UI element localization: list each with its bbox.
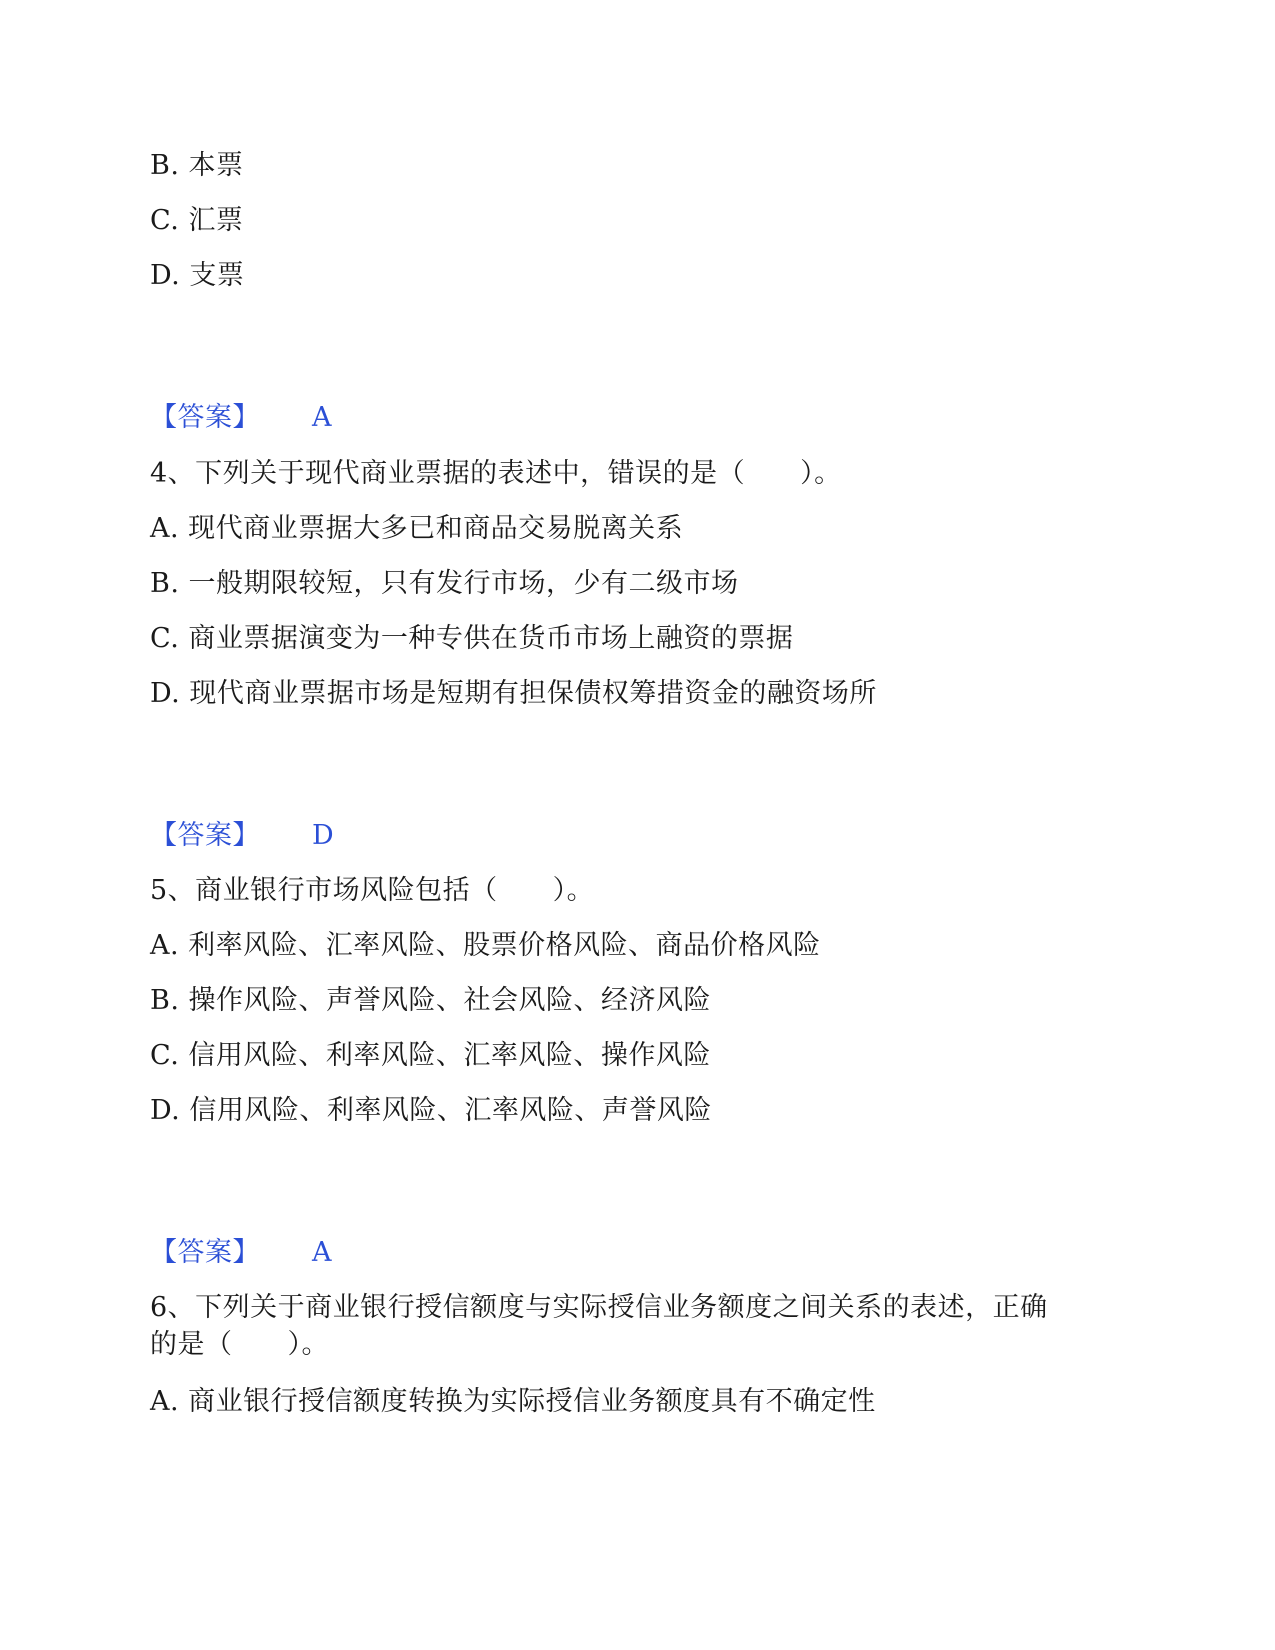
q6-stem-line1: 6、下列关于商业银行授信额度与实际授信业务额度之间关系的表述，正确 xyxy=(150,1292,1048,1323)
q5-option-c: C. 信用风险、利率风险、汇率风险、操作风险 xyxy=(150,1040,711,1071)
q4-option-a: A. 现代商业票据大多已和商品交易脱离关系 xyxy=(150,513,684,544)
q5-option-b: B. 操作风险、声誉风险、社会风险、经济风险 xyxy=(150,985,712,1016)
prev-option-d: D. 支票 xyxy=(150,260,245,291)
q5-option-a: A. 利率风险、汇率风险、股票价格风险、商品价格风险 xyxy=(150,930,821,961)
q4-stem: 4、下列关于现代商业票据的表述中，错误的是（ ）。 xyxy=(150,458,842,489)
answer-value: A xyxy=(312,402,332,433)
q5-stem: 5、商业银行市场风险包括（ ）。 xyxy=(150,875,595,906)
answer-value: A xyxy=(312,1237,332,1268)
q3-answer-row xyxy=(150,400,332,436)
answer-label: 【答案】 xyxy=(150,820,260,851)
answer-value: D xyxy=(312,820,335,851)
q5-option-d: D. 信用风险、利率风险、汇率风险、声誉风险 xyxy=(150,1095,712,1126)
q5-answer-row xyxy=(150,1235,332,1271)
q6-stem-line2: 的是（ ）。 xyxy=(150,1329,329,1360)
q4-option-c: C. 商业票据演变为一种专供在货币市场上融资的票据 xyxy=(150,623,794,654)
q4-option-b: B. 一般期限较短，只有发行市场，少有二级市场 xyxy=(150,568,739,599)
answer-label: 【答案】 xyxy=(150,1237,260,1268)
q4-option-d: D. 现代商业票据市场是短期有担保债权筹措资金的融资场所 xyxy=(150,678,877,709)
prev-option-c: C. 汇票 xyxy=(150,205,244,236)
q6-option-a: A. 商业银行授信额度转换为实际授信业务额度具有不确定性 xyxy=(150,1386,876,1417)
prev-option-b: B. 本票 xyxy=(150,150,244,181)
answer-label: 【答案】 xyxy=(150,402,260,433)
q4-answer-row xyxy=(150,818,334,854)
